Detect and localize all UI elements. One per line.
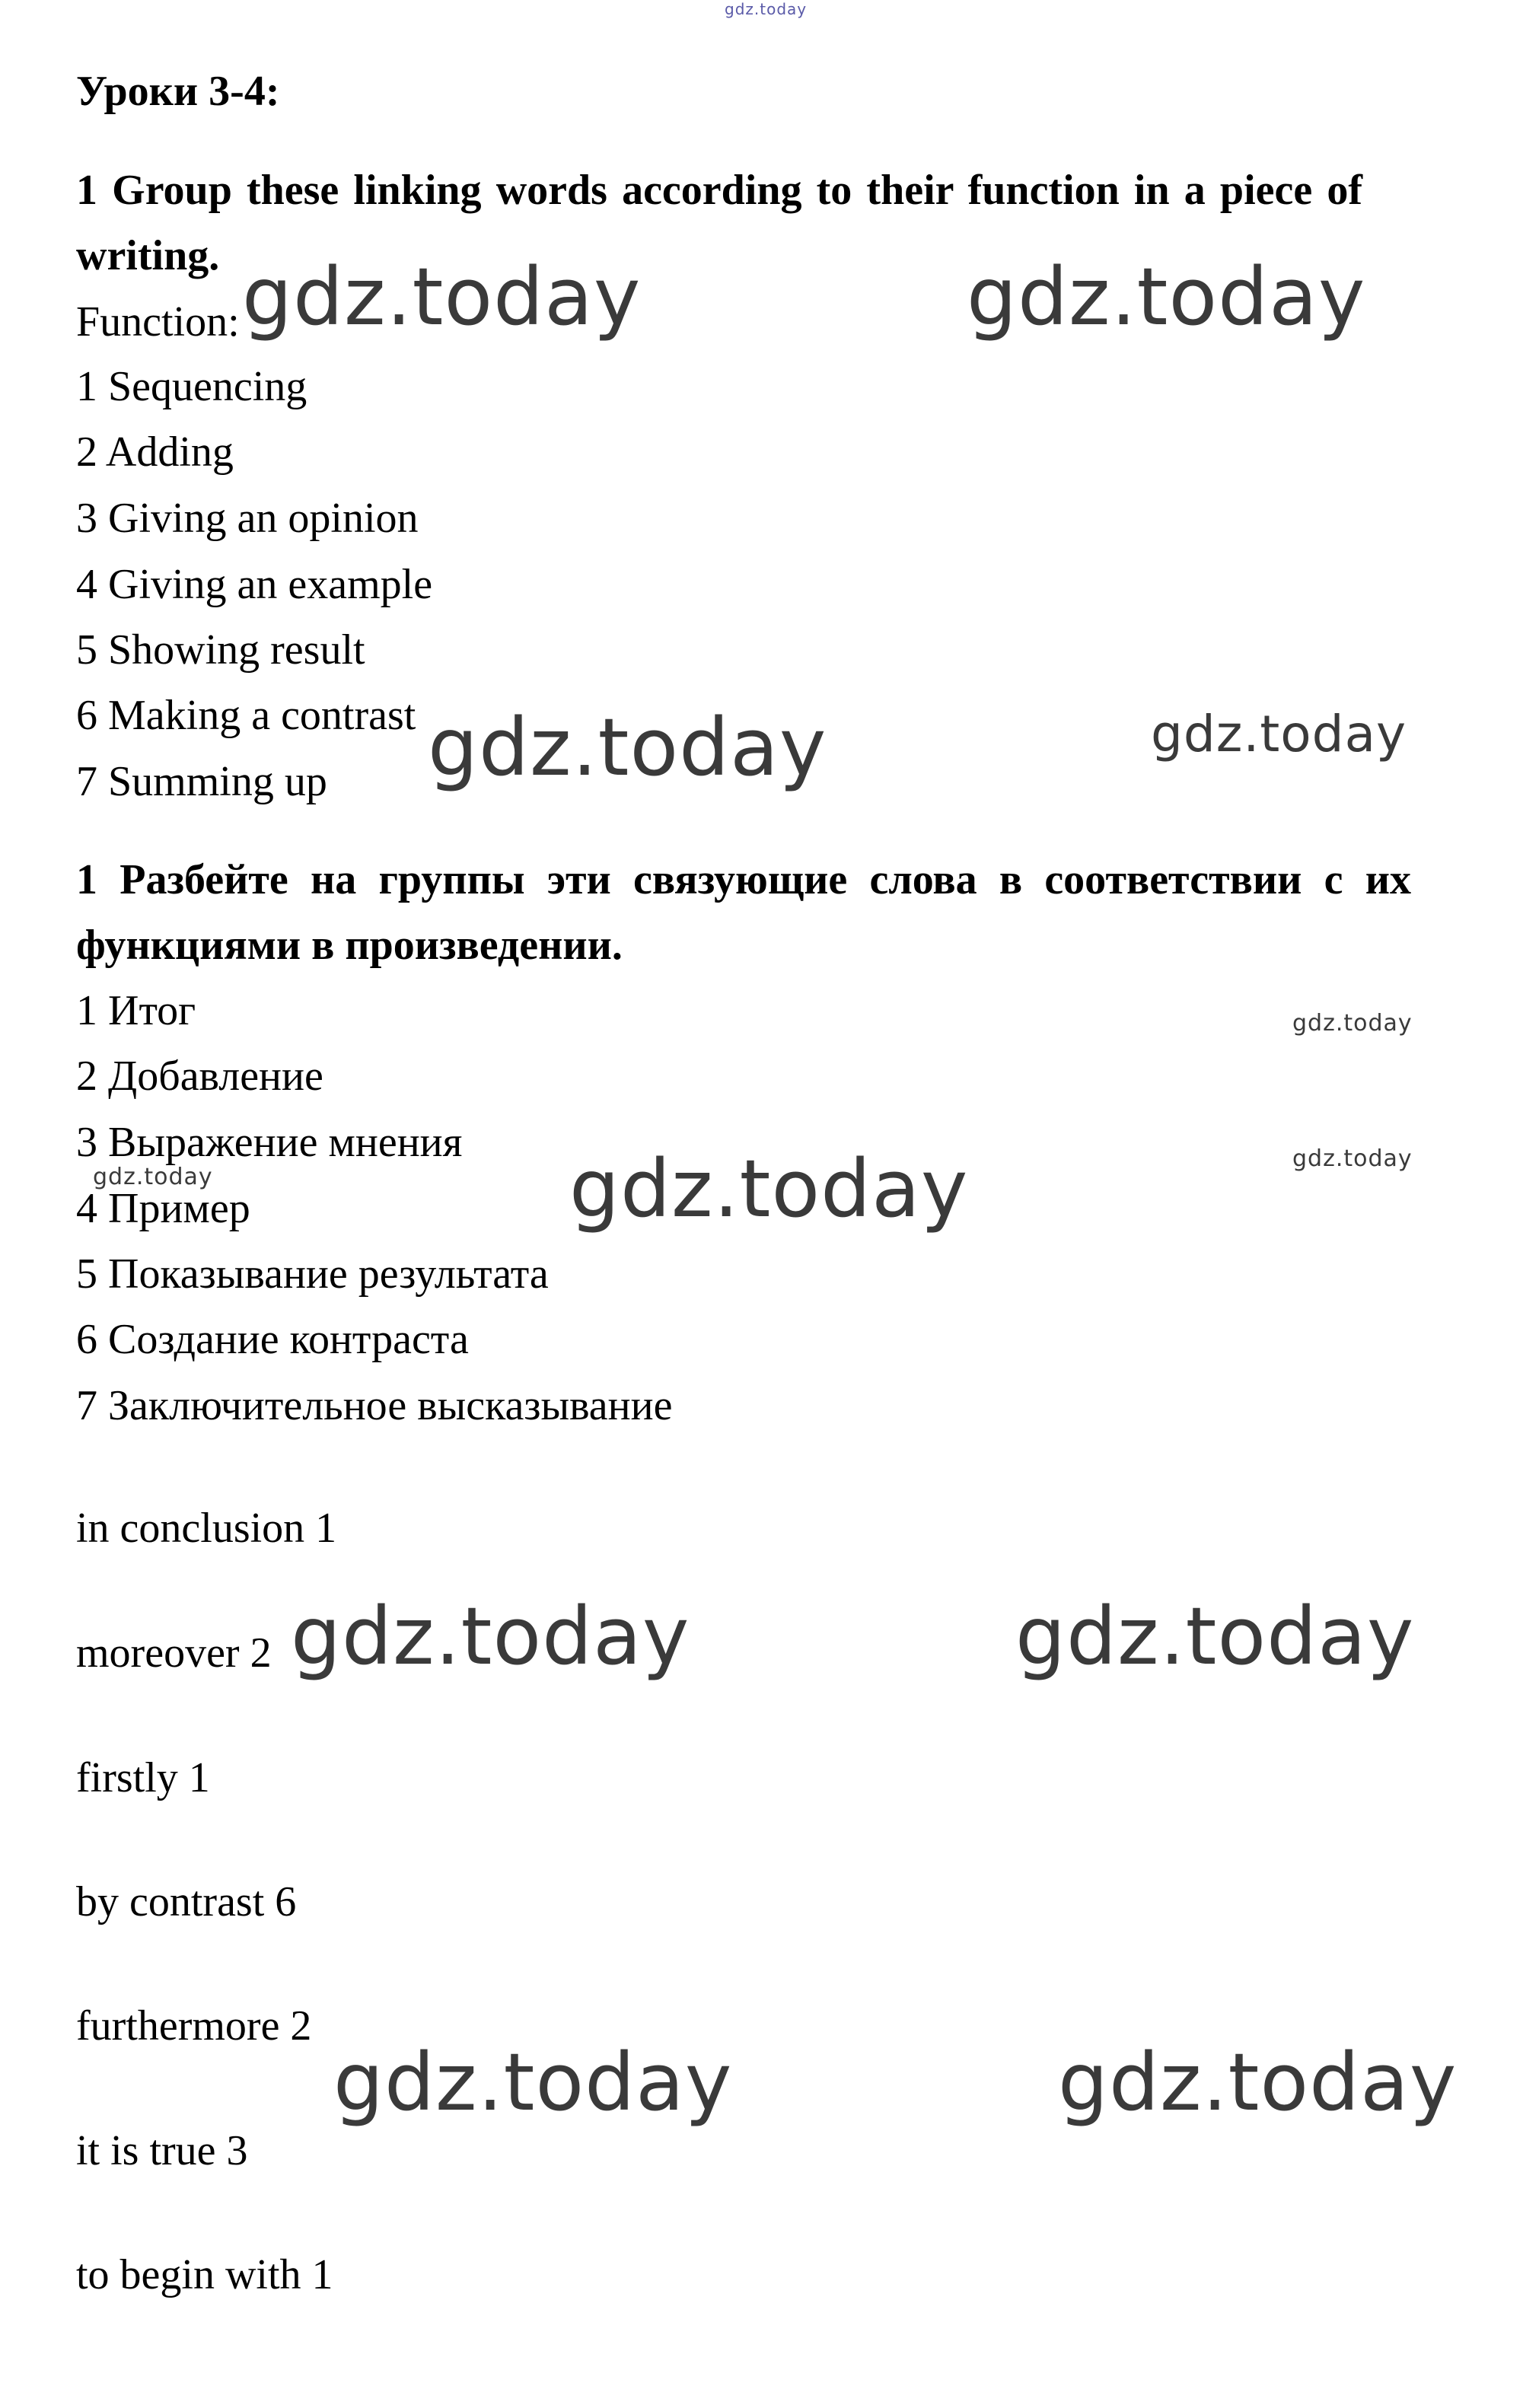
answer-item-3: firstly 1 (76, 1754, 210, 1801)
watermark: gdz.today (333, 2036, 733, 2129)
watermark: gdz.today (569, 1142, 969, 1235)
list-item-en-4: 4 Giving an example (76, 561, 433, 608)
page-title: Уроки 3-4: (76, 68, 280, 115)
list-item-ru-2: 2 Добавление (76, 1053, 323, 1100)
list-item-ru-4: 4 Пример (76, 1185, 250, 1232)
task-en-title-line2: writing. (76, 232, 220, 279)
watermark: gdz.today (1058, 2036, 1458, 2129)
function-label: Function: (76, 298, 240, 346)
answer-item-6: it is true 3 (76, 2127, 248, 2174)
list-item-en-3: 3 Giving an opinion (76, 495, 419, 542)
watermark: gdz.today (428, 701, 827, 794)
watermark: gdz.today (1292, 1010, 1413, 1037)
list-item-en-1: 1 Sequencing (76, 363, 307, 410)
list-item-en-7: 7 Summing up (76, 758, 327, 805)
task-ru-title-line2: функциями в произведении. (76, 922, 623, 969)
watermark: gdz.today (1015, 1590, 1415, 1683)
task-en-title-line1: 1 Group these linking words according to their function in a piece of (76, 167, 1362, 214)
list-item-en-2: 2 Adding (76, 428, 234, 476)
answer-item-5: furthermore 2 (76, 2002, 312, 2050)
list-item-en-5: 5 Showing result (76, 626, 365, 674)
watermark: gdz.today (1292, 1145, 1413, 1172)
list-item-ru-1: 1 Итог (76, 987, 196, 1034)
watermark: gdz.today (291, 1590, 690, 1683)
list-item-ru-7: 7 Заключительное высказывание (76, 1382, 673, 1429)
answer-item-1: in conclusion 1 (76, 1505, 337, 1552)
list-item-en-6: 6 Making a contrast (76, 692, 416, 739)
list-item-ru-5: 5 Показывание результата (76, 1250, 549, 1298)
list-item-ru-6: 6 Создание контраста (76, 1316, 469, 1363)
answer-item-7: to begin with 1 (76, 2251, 333, 2298)
task-ru-title-line1: 1 Разбейте на группы эти связующие слова в соответствии с их (76, 856, 1411, 903)
watermark-top: gdz.today (725, 0, 808, 18)
list-item-ru-3: 3 Выражение мнения (76, 1119, 463, 1166)
watermark: gdz.today (1151, 705, 1407, 763)
watermark: gdz.today (93, 1164, 213, 1190)
answer-item-4: by contrast 6 (76, 1878, 297, 1925)
watermark: gdz.today (967, 250, 1366, 343)
answer-item-2: moreover 2 (76, 1629, 272, 1677)
watermark: gdz.today (242, 250, 642, 343)
